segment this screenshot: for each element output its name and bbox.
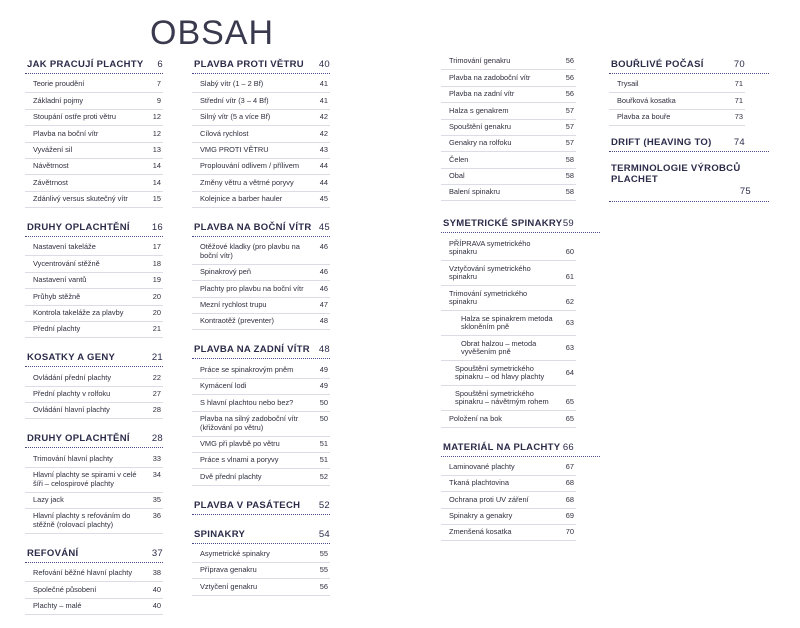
section-page: 28 [151,433,163,445]
entry-page: 57 [565,121,574,131]
entry-page: 57 [565,138,574,148]
entry-label: Spouštění genakru [449,121,512,131]
entry-page: 22 [152,372,161,382]
entry-label: Plachty pro plavbu na boční vítr [200,283,304,293]
entry-label: Spinakry a genakry [449,511,513,521]
entry-page: 51 [319,455,328,465]
entry-page: 36 [152,511,161,521]
toc-column-4 [609,58,769,215]
entry-label: VMG PROTI VĚTRU [200,144,269,154]
entry-page: 51 [319,438,328,448]
entry-label: Plavba na zadní vítr [449,89,515,99]
section-page: 70 [733,59,745,70]
toc-column-2 [192,58,330,609]
toc-entry[interactable] [192,281,330,297]
entry-label: Silný vítr (5 a více Bf) [200,112,271,122]
toc-section [25,547,163,615]
toc-entry[interactable] [25,306,163,322]
toc-entry[interactable] [192,192,330,208]
toc-section [609,136,769,152]
toc-entry[interactable] [25,175,163,191]
entry-page: 45 [319,194,328,204]
section-heading[interactable] [25,432,163,448]
toc-entry[interactable] [441,476,576,492]
section-heading[interactable] [192,343,330,359]
entry-label: Stoupání ostře proti větru [33,112,116,122]
entry-page: 71 [734,95,743,105]
toc-entry[interactable] [25,582,163,598]
section-page: 45 [318,222,330,233]
entry-label: Bouřková kosatka [617,95,676,105]
entry-page: 65 [565,397,574,407]
section-title: TERMINOLOGIE VÝROBCŮ PLACHET [611,163,741,186]
entry-label: S hlavní plachtou nebo bez? [200,397,294,407]
toc-entry[interactable] [441,103,576,119]
toc-entry[interactable] [441,361,576,386]
entry-label: Obrat halzou – metoda vyvěšením pně [461,338,537,357]
toc-entry[interactable] [441,460,576,476]
entry-page: 44 [319,161,328,171]
entry-page: 55 [319,565,328,575]
entry-page: 41 [319,79,328,89]
entry-label: Práce se spinakrovým pněm [200,364,294,374]
entry-page: 65 [565,413,574,423]
entry-page: 62 [565,297,574,307]
toc-entry[interactable] [25,143,163,159]
entry-page: 43 [319,144,328,154]
entry-page: 58 [565,154,574,164]
entry-label: Položení na bok [449,413,503,423]
toc-section [609,58,769,126]
entry-label: Trysail [617,79,639,89]
toc-entry[interactable] [441,336,576,361]
entry-page: 42 [319,112,328,122]
entry-page: 17 [152,242,161,252]
entry-label: Vycentrování stěžně [33,258,100,268]
toc-entry[interactable] [441,169,576,185]
entry-label: Nastavení vantů [33,275,87,285]
toc-entry[interactable] [192,379,330,395]
section-title: SYMETRICKÉ SPINAKRY [443,218,563,230]
page-title: OBSAH [150,14,275,52]
entry-page: 52 [319,471,328,481]
toc-entry[interactable] [192,126,330,142]
entry-label: Základní pojmy [33,95,84,105]
entry-label: Čelen [449,154,469,164]
entry-page: 46 [319,267,328,277]
entry-label: Slabý vítr (1 – 2 Bf) [200,79,264,89]
toc-entry[interactable] [25,599,163,615]
entry-page: 35 [152,495,161,505]
toc-entry[interactable] [25,289,163,305]
toc-entry[interactable] [25,468,163,493]
entry-page: 27 [152,389,161,399]
entry-label: Spouštění symetrického spinakru – od hlavy plachty [455,363,545,382]
toc-entry[interactable] [441,411,576,427]
entry-label: Vztyčení genakru [200,581,258,591]
section-page: 40 [318,59,330,70]
toc-entry[interactable] [25,370,163,386]
entry-page: 55 [319,549,328,559]
entry-page: 18 [152,258,161,268]
section-heading[interactable] [441,441,600,457]
section-heading[interactable] [25,58,163,74]
section-title: DRUHY OPLACHTĚNÍ [27,222,130,233]
toc-entry[interactable] [192,395,330,411]
entry-label: Průhyb stěžně [33,291,81,301]
entry-label: Ochrana proti UV záření [449,494,529,504]
entry-page: 38 [152,568,161,578]
entry-page: 48 [319,316,328,326]
entry-page: 41 [319,95,328,105]
entry-page: 73 [734,112,743,122]
entry-label: Genakry na rolfoku [449,138,512,148]
entry-label: Příprava genakru [200,565,257,575]
toc-entry[interactable] [441,87,576,103]
entry-label: Balení spinakru [449,187,500,197]
entry-label: Obal [449,171,465,181]
entry-label: Teorie proudění [33,79,85,89]
section-heading[interactable] [609,162,769,202]
toc-entry[interactable] [25,126,163,142]
toc-entry[interactable] [441,70,576,86]
toc-entry[interactable] [441,525,576,541]
entry-label: Halza s genakrem [449,105,509,115]
toc-section [609,162,769,202]
section-title: DRUHY OPLACHTĚNÍ [27,433,130,445]
toc-entry[interactable] [192,412,330,437]
section-title: BOUŘLIVÉ POČASÍ [611,59,704,70]
section-heading[interactable] [25,351,163,367]
entry-label: Kontraotěž (preventer) [200,316,274,326]
toc-entry[interactable] [192,469,330,485]
entry-page: 40 [152,584,161,594]
toc-entry[interactable] [25,451,163,467]
entry-label: Vztyčování symetrického spinakru [449,263,531,282]
entry-page: 68 [565,494,574,504]
entry-label: Plavba na silný zadoboční vítr (křižování po větru) [200,413,299,432]
toc-entry[interactable] [441,54,576,70]
entry-label: Ovládání přední plachty [33,372,112,382]
entry-page: 60 [565,247,574,257]
entry-page: 14 [152,161,161,171]
toc-entry[interactable] [25,192,163,208]
entry-page: 70 [565,527,574,537]
section-title: KOSATKY A GENY [27,352,116,364]
section-title: MATERIÁL NA PLACHTY [443,441,561,453]
section-page: 6 [157,59,163,70]
entry-label: PŘÍPRAVA symetrického spinakru [449,238,531,257]
entry-page: 42 [319,128,328,138]
toc-section [25,432,163,534]
toc-entry[interactable] [441,311,576,336]
entry-page: 34 [152,470,161,480]
toc-entry[interactable] [441,261,576,286]
entry-label: Trimování genakru [449,56,511,66]
entry-label: Plavba na zadoboční vítr [449,72,531,82]
entry-label: Trimování symetrického spinakru [449,288,528,307]
toc-section [192,58,330,208]
entry-page: 46 [319,242,328,252]
section-page: 74 [733,137,745,149]
entry-page: 56 [565,56,574,66]
entry-label: Vyvážení sil [33,144,73,154]
section-title: REFOVÁNÍ [27,548,79,560]
toc-section [192,499,330,515]
entry-page: 67 [565,461,574,471]
entry-label: Plavba za bouře [617,112,671,122]
section-title: PLAVBA PROTI VĚTRU [194,59,304,70]
toc-entry[interactable] [25,322,163,338]
entry-page: 33 [152,453,161,463]
entry-label: Spinakrový peň [200,267,251,277]
entry-page: 12 [152,112,161,122]
entry-page: 71 [734,79,743,89]
toc-entry[interactable] [192,175,330,191]
section-heading[interactable] [192,528,330,544]
entry-label: Nastavení takeláže [33,242,96,252]
entry-page: 47 [319,300,328,310]
toc-entry[interactable] [609,93,745,109]
toc-section [441,441,576,542]
toc-entry[interactable] [192,93,330,109]
toc-section [441,217,576,427]
entry-page: 64 [565,367,574,377]
toc-entry[interactable] [192,453,330,469]
entry-page: 50 [319,397,328,407]
entry-label: Změny větru a větrné poryvy [200,177,294,187]
toc-entry[interactable] [192,265,330,281]
toc-section [441,54,576,201]
toc-entry[interactable] [192,579,330,595]
entry-page: 69 [565,511,574,521]
toc-entry[interactable] [192,437,330,453]
toc-section [25,221,163,338]
entry-label: Mezní rychlost trupu [200,300,267,310]
entry-page: 44 [319,177,328,187]
entry-page: 14 [152,177,161,187]
section-page: 75 [739,186,751,198]
toc-entry[interactable] [441,386,576,411]
entry-page: 7 [156,79,161,89]
toc-entry[interactable] [441,120,576,136]
entry-page: 28 [152,405,161,415]
toc-entry[interactable] [25,77,163,93]
entry-label: Závětrnost [33,177,68,187]
toc-entry[interactable] [441,286,576,311]
entry-page: 49 [319,381,328,391]
toc-entry[interactable] [25,566,163,582]
section-title: PLAVBA V PASÁTECH [194,499,301,511]
entry-page: 57 [565,105,574,115]
toc-section [192,221,330,330]
toc-entry[interactable] [25,240,163,256]
entry-page: 20 [152,291,161,301]
toc-entry[interactable] [25,387,163,403]
toc-entry[interactable] [25,159,163,175]
section-title: DRIFT (HEAVING TO) [611,137,712,149]
entry-label: Práce s vlnami a poryvy [200,455,279,465]
toc-entry[interactable] [441,509,576,525]
entry-page: 21 [152,324,161,334]
entry-label: Zmenšená kosatka [449,527,512,537]
entry-page: 15 [152,194,161,204]
entry-label: Spouštění symetrického spinakru – návětrným rohem [455,388,549,407]
toc-entry[interactable] [25,493,163,509]
section-title: SPINAKRY [194,528,246,540]
toc-entry[interactable] [192,240,330,265]
toc-entry[interactable] [192,563,330,579]
toc-column-1 [25,58,163,628]
entry-page: 46 [319,283,328,293]
entry-label: Společné působení [33,584,97,594]
section-heading[interactable] [192,221,330,237]
entry-page: 20 [152,307,161,317]
section-heading[interactable] [192,499,330,515]
toc-entry[interactable] [609,77,745,93]
entry-label: VMG při plavbě po větru [200,438,280,448]
entry-page: 58 [565,171,574,181]
section-page: 54 [318,528,330,540]
entry-label: Tkaná plachtovina [449,478,509,488]
toc-entry[interactable] [192,362,330,378]
section-heading[interactable] [25,221,163,237]
section-page: 66 [562,441,574,453]
entry-page: 56 [565,72,574,82]
entry-label: Halza se spinakrem metoda skloněním pně [461,313,553,332]
section-page: 16 [151,222,163,233]
toc-entry[interactable] [441,185,576,201]
toc-entry[interactable] [25,256,163,272]
section-heading[interactable] [192,58,330,74]
toc-section [25,351,163,419]
toc-entry[interactable] [25,110,163,126]
section-title: PLAVBA NA BOČNÍ VÍTR [194,222,312,233]
section-heading[interactable] [609,58,769,74]
entry-page: 13 [152,144,161,154]
toc-entry[interactable] [192,143,330,159]
entry-label: Proplouvání odlivem / přílivem [200,161,299,171]
toc-entry[interactable] [441,136,576,152]
section-page: 21 [151,352,163,364]
entry-page: 50 [319,413,328,423]
entry-page: 9 [156,95,161,105]
toc-entry[interactable] [609,110,745,126]
entry-label: Kontrola takeláže za plavby [33,307,124,317]
entry-label: Asymetrické spinakry [200,549,270,559]
entry-page: 19 [152,275,161,285]
entry-page: 63 [565,317,574,327]
entry-page: 56 [319,581,328,591]
entry-label: Zdánlivý versus skutečný vítr [33,194,128,204]
section-page: 48 [318,344,330,356]
section-heading[interactable] [25,547,163,563]
entry-page: 12 [152,128,161,138]
section-title: PLAVBA NA ZADNÍ VÍTR [194,344,310,356]
toc-entry[interactable] [441,236,576,261]
entry-label: Refování běžné hlavní plachty [33,568,133,578]
section-page: 52 [318,499,330,511]
entry-page: 40 [152,601,161,611]
toc-column-3 [441,54,576,554]
entry-label: Přední plachty [33,324,81,334]
entry-page: 68 [565,478,574,488]
entry-page: 49 [319,364,328,374]
entry-label: Trimování hlavní plachty [33,453,113,463]
entry-label: Návětrnost [33,161,69,171]
toc-section [25,58,163,208]
toc-entry[interactable] [192,110,330,126]
toc-section [192,343,330,485]
toc-entry[interactable] [25,403,163,419]
toc-entry[interactable] [192,314,330,330]
toc-entry[interactable] [192,77,330,93]
entry-page: 61 [565,272,574,282]
entry-label: Plavba na boční vítr [33,128,99,138]
entry-label: Lazy jack [33,495,64,505]
section-title: JAK PRACUJÍ PLACHTY [27,59,144,70]
entry-label: Kolejnice a barber hauler [200,194,283,204]
toc-entry[interactable] [25,509,163,534]
entry-page: 58 [565,187,574,197]
entry-label: Střední vítr (3 – 4 Bf) [200,95,269,105]
entry-page: 63 [565,342,574,352]
entry-label: Kymácení lodi [200,381,247,391]
section-page: 59 [562,218,574,230]
toc-entry[interactable] [25,273,163,289]
entry-label: Cílová rychlost [200,128,249,138]
toc-entry[interactable] [192,547,330,563]
entry-label: Přední plachty v rolfoku [33,389,111,399]
entry-label: Hlavní plachty s refováním do stěžně (rolovací plachty) [33,511,131,530]
entry-page: 56 [565,89,574,99]
section-page: 37 [151,548,163,560]
toc-entry[interactable] [441,152,576,168]
entry-label: Hlavní plachty se spirami v celé šíři – celospirové plachty [33,470,137,488]
entry-label: Dvě přední plachty [200,471,262,481]
toc-entry[interactable] [25,93,163,109]
section-heading[interactable] [609,136,769,152]
toc-entry[interactable] [192,159,330,175]
entry-label: Laminované plachty [449,461,515,471]
toc-entry[interactable] [441,492,576,508]
entry-label: Otěžové kladky (pro plavbu na boční vítr) [200,242,300,260]
toc-entry[interactable] [192,298,330,314]
entry-label: Ovládání hlavní plachty [33,405,110,415]
entry-label: Plachty – malé [33,601,82,611]
section-heading[interactable] [441,217,600,233]
